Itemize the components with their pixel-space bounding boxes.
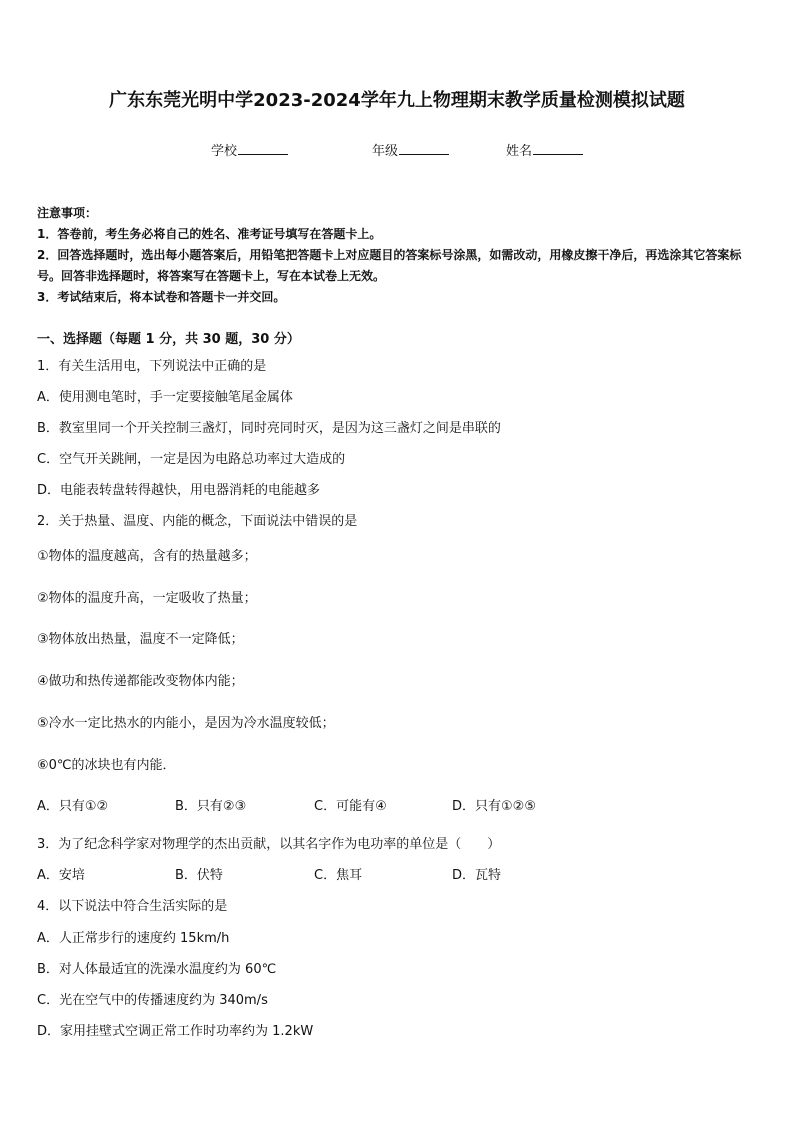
q1-option-a: A．使用测电笔时，手一定要接触笔尾金属体: [37, 390, 293, 405]
q3-option-a: A．安培: [37, 868, 85, 883]
q2-option-d: D．只有①②⑤: [452, 799, 536, 814]
q2-statement-6: ⑥0℃的冰块也有内能．: [37, 758, 176, 773]
grade-label: 年级: [372, 144, 399, 159]
grade-blank: [399, 142, 449, 155]
q2-option-c: C．可能有④: [314, 799, 387, 814]
q2-statement-5: ⑤冷水一定比热水的内能小，是因为冷水温度较低；: [37, 716, 335, 731]
name-blank: [533, 142, 583, 155]
q4-stem: 4．以下说法中符合生活实际的是: [37, 899, 228, 914]
notice-item-3: 3．考试结束后，将本试卷和答题卡一并交回。: [37, 290, 286, 304]
q2-statement-3: ③物体放出热量，温度不一定降低；: [37, 632, 244, 647]
q4-option-b: B．对人体最适宜的洗澡水温度约为 60℃: [37, 962, 277, 977]
q3-option-d: D．瓦特: [452, 868, 502, 883]
notice-item-1: 1．答卷前，考生务必将自己的姓名、准考证号填写在答题卡上。: [37, 227, 382, 241]
q3-option-c: C．焦耳: [314, 868, 363, 883]
q2-statement-1: ①物体的温度越高，含有的热量越多；: [37, 549, 257, 564]
school-field: [211, 140, 288, 159]
school-blank: [238, 142, 288, 155]
q1-stem: 1．有关生活用电，下列说法中正确的是: [37, 359, 267, 374]
q2-statement-4: ④做功和热传递都能改变物体内能；: [37, 674, 244, 689]
notice-heading: 注意事项：: [37, 206, 98, 220]
q1-option-b: B．教室里同一个开关控制三盏灯，同时亮同时灭，是因为这三盏灯之间是串联的: [37, 421, 501, 436]
name-field: [506, 140, 583, 159]
q2-option-b: B．只有②③: [175, 799, 247, 814]
q2-statement-2: ②物体的温度升高，一定吸收了热量；: [37, 591, 257, 606]
q2-stem: 2．关于热量、温度、内能的概念，下面说法中错误的是: [37, 514, 358, 529]
q1-option-d: D．电能表转盘转得越快，用电器消耗的电能越多: [37, 483, 321, 498]
notice-item-2: 2．回答选择题时，选出每小题答案后，用铅笔把答题卡上对应题目的答案标号涂黑，如需改动，用橡皮擦干净后，再选涂其它答案标号。回答非选择题时，将答案写在答题卡上，写在本试卷上无效。: [37, 248, 742, 283]
name-label: 姓名: [506, 144, 533, 159]
q3-option-b: B．伏特: [175, 868, 223, 883]
grade-field: [372, 140, 449, 159]
page-title: 广东东莞光明中学2023-2024学年九上物理期末教学质量检测模拟试题: [109, 90, 685, 111]
section-title: 一、选择题（每题 1 分，共 30 题，30 分）: [37, 332, 300, 347]
q4-option-a: A．人正常步行的速度约 15km/h: [37, 931, 230, 946]
notice-block: [37, 203, 759, 308]
q3-stem: 3．为了纪念科学家对物理学的杰出贡献，以其名字作为电功率的单位是（ ）: [37, 837, 501, 852]
school-label: 学校: [211, 144, 238, 159]
q4-option-c: C．光在空气中的传播速度约为 340m/s: [37, 993, 268, 1008]
q1-option-c: C．空气开关跳闸，一定是因为电路总功率过大造成的: [37, 452, 346, 467]
q2-option-a: A．只有①②: [37, 799, 109, 814]
q4-option-d: D．家用挂壁式空调正常工作时功率约为 1.2kW: [37, 1024, 314, 1039]
